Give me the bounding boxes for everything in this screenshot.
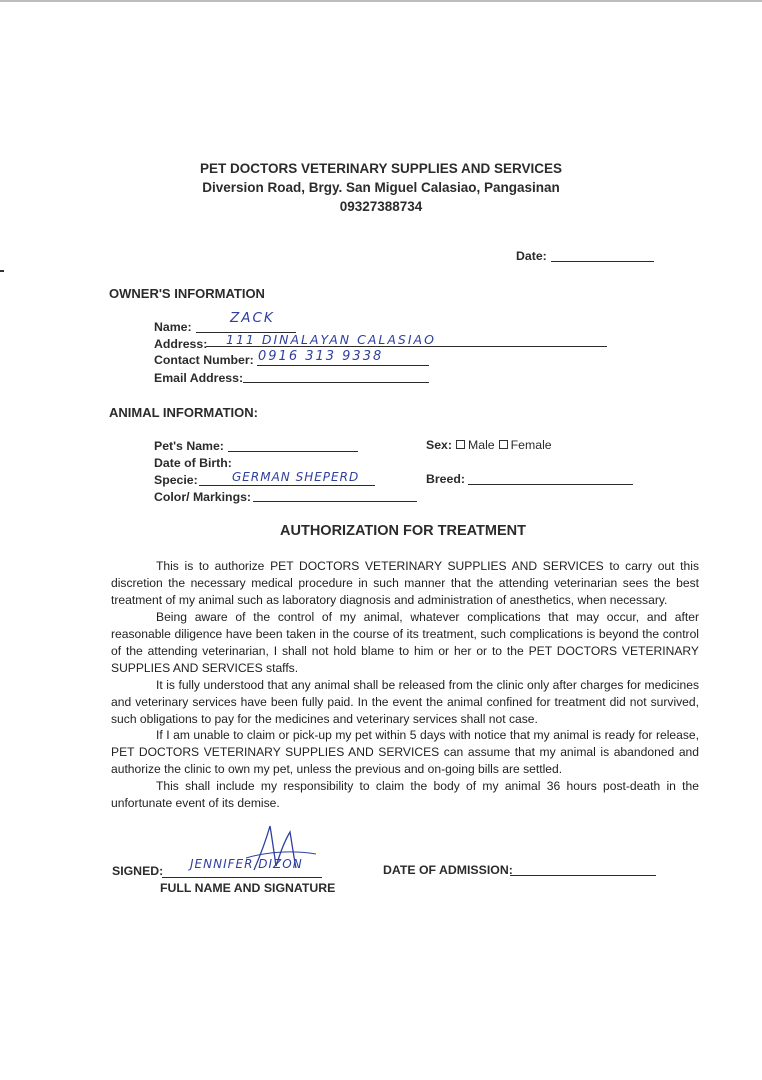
authorization-title: AUTHORIZATION FOR TREATMENT — [280, 523, 526, 539]
animal-section-title: ANIMAL INFORMATION: — [109, 405, 258, 420]
breed-field[interactable] — [468, 484, 633, 485]
date-field[interactable] — [551, 261, 654, 262]
authorization-paragraph: This is to authorize PET DOCTORS VETERINARY SUPPLIES AND SERVICES to carry out this discretion the necessary medical procedure in such manner that the attending veterinarian sees the best treatment of my animal such as laboratory diagnosis and administration of anesthetics, when necessary. — [111, 559, 699, 607]
clinic-address: Diversion Road, Brgy. San Miguel Calasiao, Pangasinan — [202, 180, 560, 195]
color-markings-label: Color/ Markings: — [154, 490, 252, 504]
specie-field[interactable] — [199, 485, 375, 486]
clinic-phone: 09327388734 — [339, 199, 423, 214]
male-checkbox[interactable] — [456, 440, 465, 449]
signature-caption: FULL NAME AND SIGNATURE — [160, 881, 336, 895]
signature-field[interactable] — [162, 877, 322, 878]
male-option-label: Male — [467, 438, 495, 452]
specie-label: Specie: — [154, 473, 198, 487]
email-label: Email Address: — [154, 371, 244, 385]
scan-mark — [0, 270, 4, 272]
authorization-paragraph: Being aware of the control of my animal, whatever complications that may occur, and after reasonable diligence have been taken in the course of its treatment, such complications is beyond the control of the attending veterinarian, I shall not hold blame to him or her or to the PET DOCTORS VETERINARY SUPPLIES AND SERVICES staffs. — [111, 610, 699, 675]
clinic-name: PET DOCTORS VETERINARY SUPPLIES AND SERVICES — [199, 161, 563, 176]
signed-label: SIGNED: — [112, 864, 164, 878]
owner-name-value: ZACK — [230, 310, 275, 326]
specie-value: GERMAN SHEPERD — [232, 470, 360, 484]
owner-section-title: OWNER'S INFORMATION — [109, 286, 265, 301]
email-field[interactable] — [243, 382, 429, 383]
signer-name-value: JENNIFER DIZON — [190, 857, 303, 871]
authorization-paragraph: This shall include my responsibility to claim the body of my animal 36 hours post-death in the unfortunate event of its demise. — [111, 779, 699, 810]
owner-address-label: Address: — [154, 337, 208, 351]
pet-name-label: Pet's Name: — [154, 439, 224, 453]
admission-date-field[interactable] — [510, 875, 656, 876]
pet-name-field[interactable] — [228, 451, 358, 452]
breed-label: Breed: — [426, 472, 465, 486]
contact-number-label: Contact Number: — [154, 353, 254, 367]
dob-label: Date of Birth: — [154, 456, 232, 470]
date-label: Date: — [516, 249, 547, 263]
admission-date-label: DATE OF ADMISSION: — [383, 863, 513, 877]
authorization-paragraph: If I am unable to claim or pick-up my pet within 5 days with notice that my animal is ready for release, PET DOCTORS VETERINARY SUPPLIES AND SERVICES can assume that my animal is abandoned and authorize the clinic to own my pet, unless the previous and on-going bills are settled. — [111, 728, 699, 776]
sex-label: Sex: — [426, 438, 452, 452]
contact-number-value: 0916 313 9338 — [258, 349, 384, 364]
authorization-paragraph: It is fully understood that any animal shall be released from the clinic only after charges for medicines and veterinary services have been fully paid. In the event the animal confined for treatment did not survived, such obligations to pay for the medicines and veterinary services shall not case. — [111, 678, 699, 726]
color-markings-field[interactable] — [253, 501, 417, 502]
female-option-label: Female — [510, 438, 552, 452]
contact-number-field[interactable] — [257, 365, 429, 366]
owner-name-label: Name: — [154, 320, 192, 334]
sex-options — [426, 438, 552, 452]
owner-address-value: 111 DINALAYAN CALASIAO — [226, 332, 436, 347]
page-top-edge — [0, 0, 762, 2]
female-checkbox[interactable] — [499, 440, 508, 449]
